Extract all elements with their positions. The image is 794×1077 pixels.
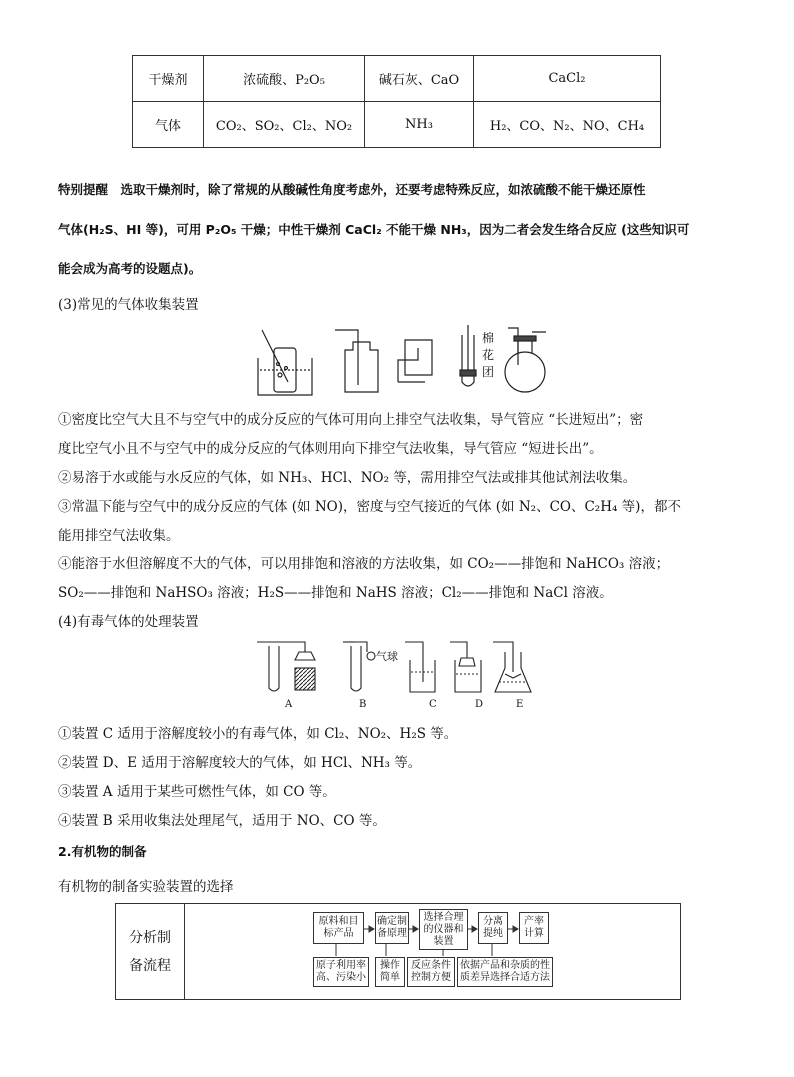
para: ②装置 D、E 适用于溶解度较大的气体，如 HCl、NH₃ 等。	[58, 755, 422, 771]
section-3-title: (3)常见的气体收集装置	[58, 297, 199, 313]
table-row	[133, 102, 661, 148]
table-cell: NH₃	[365, 102, 474, 148]
section-4-title: (4)有毒气体的处理装置	[58, 614, 199, 630]
para: ④能溶于水但溶解度不大的气体，可以用排饱和溶液的方法收集，如 CO₂——排饱和 NaHCO₃ 溶液；	[58, 556, 670, 572]
apparatus-label-a: A	[285, 699, 293, 710]
flow-box-separation: 分离提纯	[478, 912, 508, 944]
gas-collection-figure	[250, 320, 550, 400]
para: ①装置 C 适用于溶解度较小的有毒气体，如 Cl₂、NO₂、H₂S 等。	[58, 726, 458, 742]
toxic-gas-figure	[255, 638, 535, 698]
flow-box-simple-operation: 操作简单	[375, 957, 405, 987]
table-cell: 气体	[133, 102, 204, 148]
preparation-flowchart	[115, 903, 681, 1000]
apparatus-label-e: E	[516, 699, 524, 710]
section-title: 2.有机物的制备	[58, 844, 147, 859]
cotton-label: 棉花团	[482, 331, 495, 379]
flow-box-atom-economy: 原子利用率高、污染小	[313, 957, 369, 987]
flow-box-method-selection: 依据产品和杂质的性质差异选择合适方法	[457, 957, 553, 987]
drying-agent-table	[132, 55, 661, 148]
flow-box-yield: 产率计算	[519, 912, 549, 944]
para: SO₂——排饱和 NaHSO₃ 溶液；H₂S——排饱和 NaHS 溶液；Cl₂——排饱和 NaCl 溶液。	[58, 585, 613, 601]
table-cell: CO₂、SO₂、Cl₂、NO₂	[204, 102, 365, 148]
apparatus-label-d: D	[475, 699, 484, 710]
table-cell: CaCl₂	[474, 56, 661, 102]
table-row	[133, 56, 661, 102]
para: ②易溶于水或能与水反应的气体，如 NH₃、HCl、NO₂ 等，需用排空气法或排其他试剂法收集。	[58, 470, 637, 486]
apparatus-label-c: C	[429, 699, 437, 710]
tip-line-2: 气体(H₂S、HI 等)，可用 P₂O₅ 干燥；中性干燥剂 CaCl₂ 不能干燥 NH₃，因为二者会发生络合反应 (这些知识可	[58, 222, 690, 237]
apparatus-label-b: B	[359, 699, 367, 710]
para: 度比空气小且不与空气中的成分反应的气体则用向下排空气法收集，导气管应 “短进长出”。	[58, 441, 603, 457]
table-cell: H₂、CO、N₂、NO、CH₄	[474, 102, 661, 148]
balloon-label: 气球	[376, 650, 398, 663]
para: ④装置 B 采用收集法处理尾气，适用于 NO、CO 等。	[58, 813, 386, 829]
para: 能用排空气法收集。	[58, 528, 180, 544]
tip-line-1: 特别提醒 选取干燥剂时，除了常规的从酸碱性角度考虑外，还要考虑特殊反应，如浓硫酸不能干燥还原性	[58, 182, 646, 197]
flow-box-apparatus: 选择合理的仪器和装置	[419, 909, 468, 950]
flow-box-principle: 确定制备原理	[375, 912, 409, 944]
para: ③装置 A 适用于某些可燃性气体，如 CO 等。	[58, 784, 336, 800]
table-cell: 干燥剂	[133, 56, 204, 102]
tip-line-3: 能会成为高考的设题点)。	[58, 261, 202, 276]
para: ③常温下能与空气中的成分反应的气体 (如 NO)，密度与空气接近的气体 (如 N₂、CO、C₂H₄ 等)，都不	[58, 499, 681, 515]
flow-box-condition-control: 反应条件控制方便	[407, 957, 455, 987]
section-subtitle: 有机物的制备实验装置的选择	[58, 879, 234, 895]
para: ①密度比空气大且不与空气中的成分反应的气体可用向上排空气法收集，导气管应 “长进短出”；密	[58, 412, 644, 428]
flow-box-raw-material: 原料和目标产品	[313, 912, 364, 944]
table-cell: 碱石灰、CaO	[365, 56, 474, 102]
table-cell: 浓硫酸、P₂O₅	[204, 56, 365, 102]
flowchart-label-text: 分析制备流程	[129, 929, 171, 974]
